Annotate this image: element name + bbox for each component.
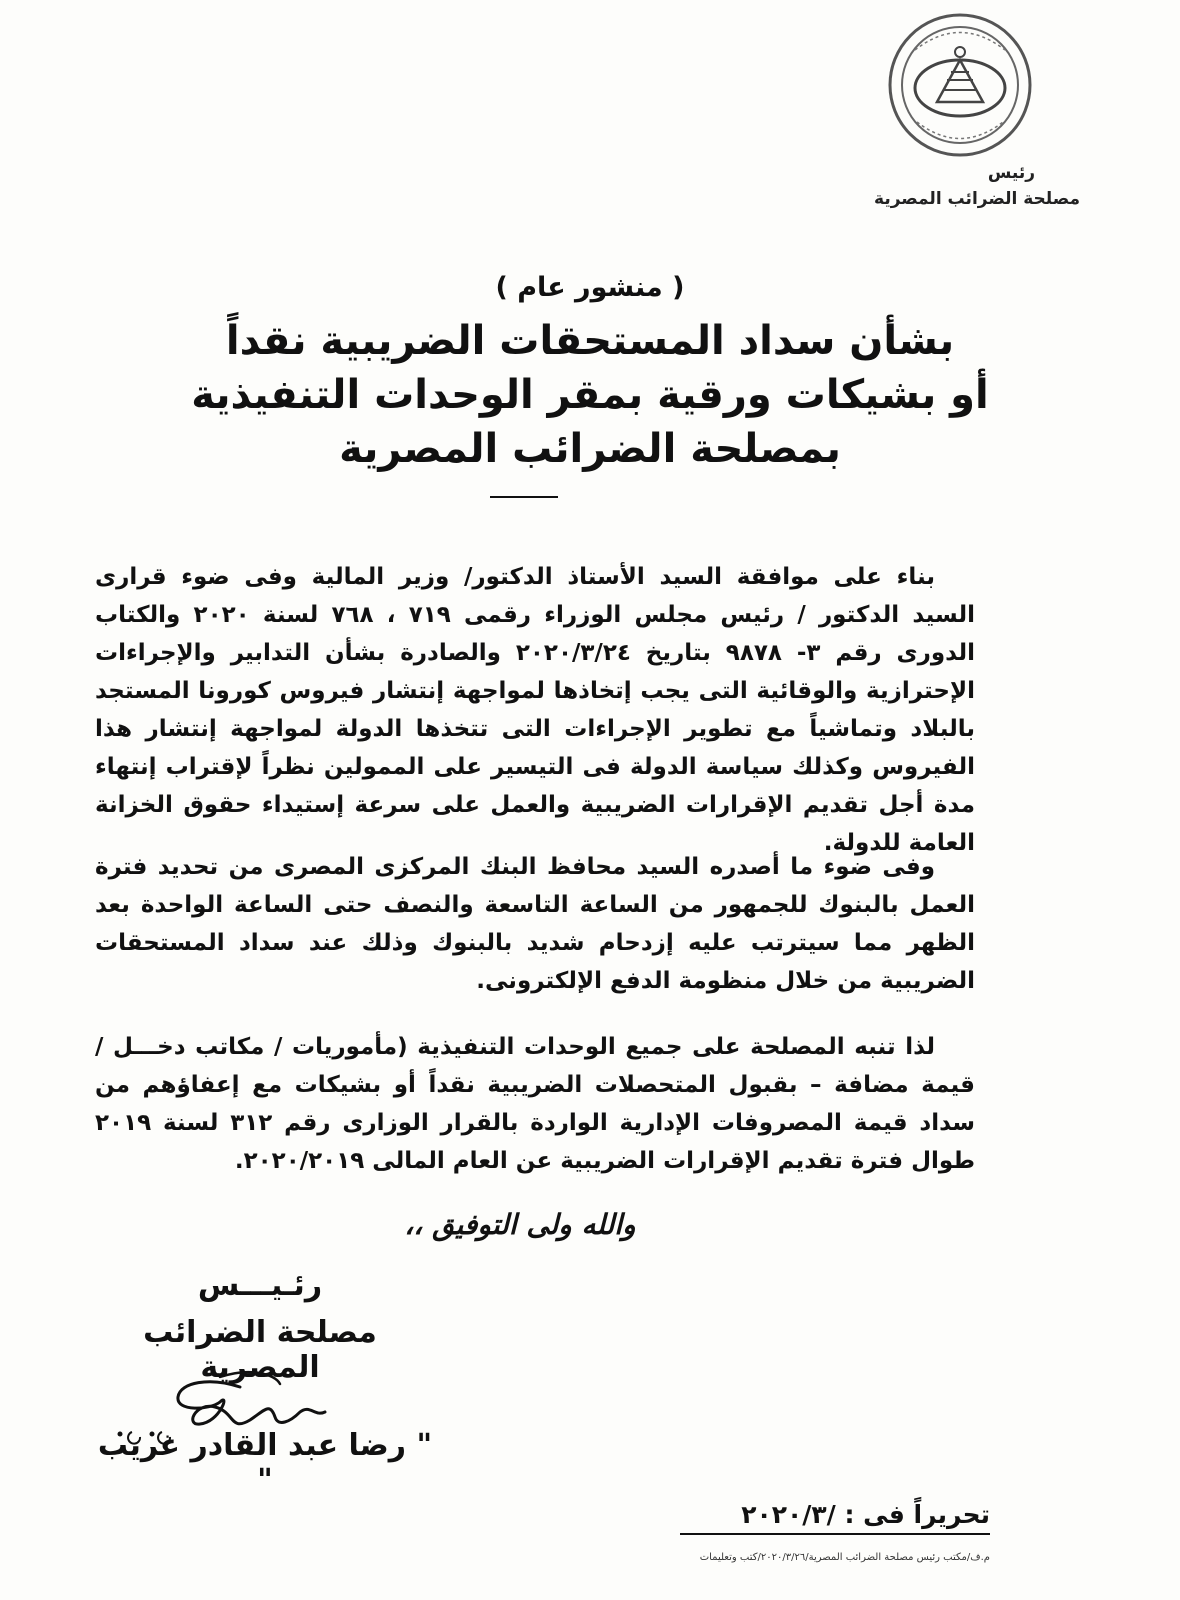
issuer-org: مصلحة الضرائب المصرية <box>874 189 1080 209</box>
issuer-title: رئيس <box>987 163 1035 183</box>
paragraph-1-text: بناء على موافقة السيد الأستاذ الدكتور/ وزير المالية وفى ضوء قرارى السيد الدكتور / رئيس مجلس الوزراء رقمى ٧١٩ ، ٧٦٨ لسنة ٢٠٢٠ والكتاب الدورى رقم ٣- ٩٨٧٨ بتاريخ ٢٠٢٠/٣/٢٤ والصادرة بشأن التدابير والإجراءات الإحترازية والوقائية التى يجب إتخاذها لمواجهة إنتشار فيروس كورونا المستجد بالبلاد وتماشياً مع تطوير الإجراءات التى تتخذها الدولة لمواجهة إنتشار هذا الفيروس وكذلك سياسة الدولة فى التيسير على الممولين نظراً لإقتراب إنتهاء مدة أجل تقديم الإقرارات الضريبية والعمل على سرعة إستيداء حقوق الخزانة العامة للدولة. <box>95 564 975 856</box>
circular-label: ( منشور عام ) <box>495 272 685 303</box>
issue-date: تحريراً فى : /٢٠٢٠/٣ <box>680 1500 990 1535</box>
closing-phrase: والله ولى التوفيق ،، <box>404 1208 636 1241</box>
signatory-name: " رضا عبد القادر غريب " <box>97 1428 433 1498</box>
paragraph-3-text: لذا تنبه المصلحة على جميع الوحدات التنفيذية (مأموريات / مكاتب دخـــل / قيمة مضافة – بقبول المتحصلات الضريبية نقداً أو بشيكات مع إعفاؤهم من سداد قيمة المصروفات الإدارية الواردة بالقرار الوزارى رقم ٣١٢ لسنة ٢٠١٩ طوال فترة تقديم الإقرارات الضريبية عن العام المالى ٢٠٢٠/٢٠١٩. <box>95 1034 975 1174</box>
paragraph-2-text: وفى ضوء ما أصدره السيد محافظ البنك المركزى المصرى من تحديد فترة العمل بالبنوك للجمهور من الساعة التاسعة والنصف حتى الساعة الواحدة بعد الظهر مما سيترتب عليه إزدحام شديد بالبنوك وذلك عند سداد المستحقات الضريبية من خلال منظومة الدفع الإلكترونى. <box>95 854 975 994</box>
reference-number: م.ف/مكتب رئيس مصلحة الضرائب المصرية/٢٠٢٠/٣/٢٦/كتب وتعليمات <box>699 1552 990 1563</box>
title-line-3: بمصلحة الضرائب المصرية <box>339 426 841 472</box>
issuer-block <box>820 160 1080 212</box>
paragraph-1 <box>95 558 975 862</box>
signatory-title: رئـيـــس <box>197 1268 323 1303</box>
paragraph-2 <box>95 848 975 1000</box>
title-line-1: بشأن سداد المستحقات الضريبية نقداً <box>225 318 955 364</box>
paragraph-3 <box>95 1028 975 1180</box>
title-line-2: أو بشيكات ورقية بمقر الوحدات التنفيذية <box>191 372 989 418</box>
ministry-seal <box>885 10 1035 160</box>
signatory-org: مصلحة الضرائب المصرية <box>143 1315 377 1385</box>
title-divider <box>490 496 558 498</box>
